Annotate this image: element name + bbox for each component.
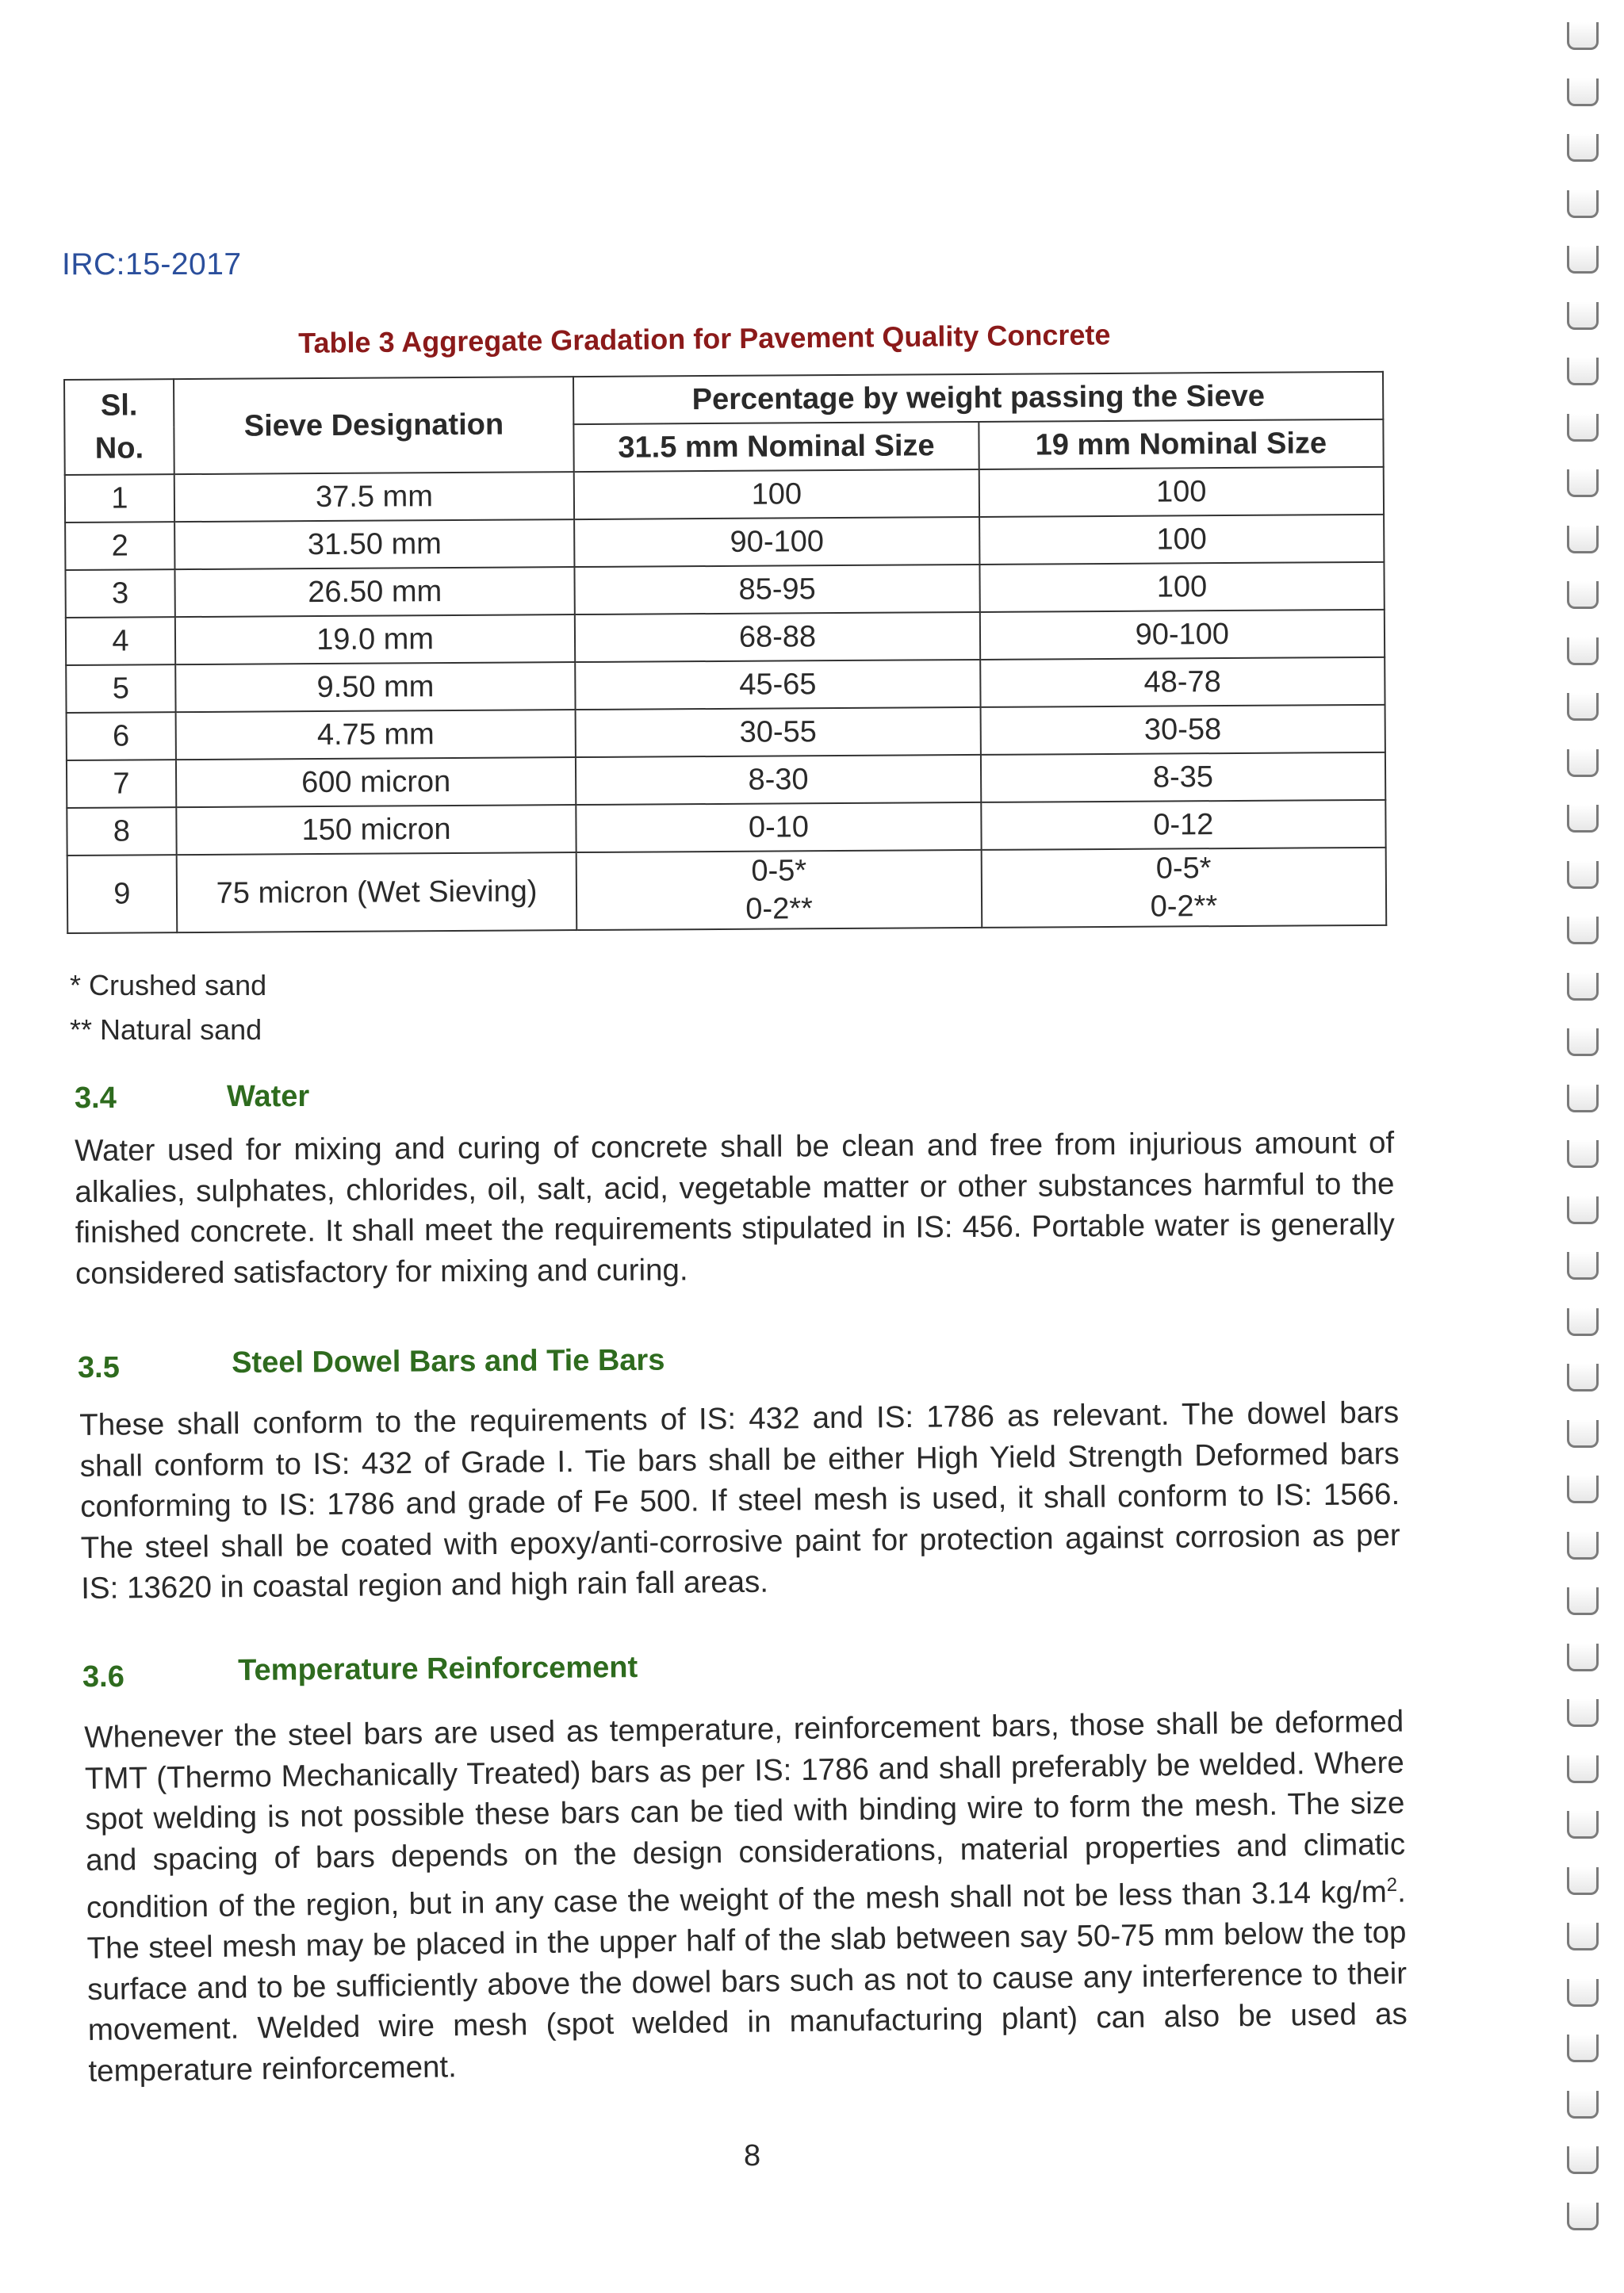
binding-ring bbox=[1567, 302, 1599, 330]
table-row bbox=[65, 467, 1384, 523]
table-row bbox=[66, 657, 1385, 713]
cell-31-5: 45-65 bbox=[576, 660, 981, 710]
cell-31-5: 90-100 bbox=[574, 517, 979, 567]
cell-sl: 1 bbox=[65, 474, 174, 523]
binding-ring bbox=[1567, 1140, 1599, 1168]
binding-ring bbox=[1567, 526, 1599, 553]
binding-ring bbox=[1567, 22, 1599, 50]
table-row bbox=[67, 705, 1385, 760]
section-body: Water used for mixing and curing of concrete shall be clean and free from injurious amount of alkalies, sulphates, chlorides, oil, salt, acid, vegetable matter or other substances harmful to the finished concrete. It shall meet the requirements stipulated in IS: 456. Portable water is generally considered satisfactory for mixing and curing. bbox=[75, 1125, 1395, 1291]
table-note-crushed: * Crushed sand bbox=[70, 969, 267, 1001]
cell-value-crushed: 0-5* bbox=[751, 854, 807, 888]
cell-19 bbox=[981, 848, 1386, 928]
binding-ring bbox=[1567, 1196, 1599, 1224]
cell-31-5 bbox=[576, 850, 982, 930]
binding-ring bbox=[1567, 1867, 1599, 1895]
cell-19: 30-58 bbox=[980, 705, 1385, 755]
table-row bbox=[67, 800, 1385, 856]
table-row bbox=[65, 515, 1384, 570]
section-body-part: . The steel mesh may be placed in the upper half of the slab between say 50-75 mm below the top surface and to be sufficiently above the dowel bars such as not to cause any interference to their movement. Welded wire mesh (spot welded in manufacturing plant) can also be used as temperature reinforcement. bbox=[86, 1874, 1408, 2088]
cell-31-5: 68-88 bbox=[575, 612, 980, 662]
binding-ring bbox=[1567, 1085, 1599, 1112]
binding-ring bbox=[1567, 1699, 1599, 1727]
binding-ring bbox=[1567, 637, 1599, 665]
cell-sieve: 37.5 mm bbox=[174, 472, 575, 522]
cell-value-natural: 0-2** bbox=[745, 892, 813, 926]
section-number: 3.4 bbox=[75, 1081, 117, 1115]
cell-sl: 7 bbox=[67, 760, 176, 808]
document-code: IRC:15-2017 bbox=[62, 247, 242, 281]
cell-31-5: 0-10 bbox=[576, 802, 982, 852]
header-19-mm: 19 mm Nominal Size bbox=[979, 419, 1384, 469]
binding-ring bbox=[1567, 861, 1599, 889]
cell-19: 8-35 bbox=[981, 752, 1386, 802]
cell-sieve: 31.50 mm bbox=[174, 519, 575, 569]
cell-sl: 6 bbox=[67, 712, 176, 760]
cell-19: 100 bbox=[979, 467, 1384, 517]
binding-ring bbox=[1567, 749, 1599, 777]
section-number: 3.6 bbox=[82, 1660, 124, 1694]
cell-sieve: 9.50 mm bbox=[175, 662, 576, 712]
gradation-table bbox=[63, 371, 1387, 934]
binding-ring bbox=[1567, 1811, 1599, 1839]
binding-ring bbox=[1567, 1755, 1599, 1783]
section-body-part: Whenever the steel bars are used as temperature, reinforcement bars, those shall be deformed TMT (Thermo Mechanically Treated) bars as per IS: 1786 and shall preferably be welded. Where spot welding is not possible these bars can be tied with binding wire to form the mesh. The size and spacing of bars depends on the design considerations, material properties and climatic condition of the region, but in any case the weight of the mesh shall not be less than 3.14 kg/m bbox=[84, 1704, 1406, 1925]
binding-ring bbox=[1567, 1308, 1599, 1336]
binding-ring bbox=[1567, 1252, 1599, 1280]
cell-sl: 8 bbox=[67, 807, 176, 856]
cell-sieve: 4.75 mm bbox=[175, 710, 576, 760]
section-title: Water bbox=[227, 1080, 310, 1113]
section-body bbox=[84, 1702, 1408, 2092]
gradation-table-wrapper bbox=[63, 371, 1387, 934]
binding-ring bbox=[1567, 414, 1599, 442]
header-percentage-passing: Percentage by weight passing the Sieve bbox=[573, 372, 1383, 424]
binding-ring bbox=[1567, 469, 1599, 497]
cell-sieve: 19.0 mm bbox=[175, 614, 576, 664]
cell-sieve: 600 micron bbox=[176, 757, 576, 807]
binding-ring bbox=[1567, 2035, 1599, 2062]
binding-ring bbox=[1567, 1028, 1599, 1056]
cell-31-5: 100 bbox=[574, 469, 979, 519]
binding-ring bbox=[1567, 1476, 1599, 1503]
cell-sl: 2 bbox=[65, 522, 174, 570]
binding-ring bbox=[1567, 358, 1599, 385]
binding-ring bbox=[1567, 693, 1599, 721]
cell-sieve: 75 micron (Wet Sieving) bbox=[177, 852, 577, 932]
binding-ring bbox=[1567, 805, 1599, 833]
table-note-natural: ** Natural sand bbox=[70, 1013, 262, 1046]
table-row bbox=[66, 610, 1385, 665]
binding-ring bbox=[1567, 581, 1599, 609]
cell-value-crushed: 0-5* bbox=[1155, 852, 1212, 886]
binding-ring bbox=[1567, 2203, 1599, 2230]
page-number: 8 bbox=[744, 2139, 761, 2172]
cell-sl: 9 bbox=[67, 855, 177, 933]
cell-31-5: 30-55 bbox=[576, 707, 981, 757]
binding-ring bbox=[1567, 1587, 1599, 1615]
table-caption: Table 3 Aggregate Gradation for Pavement Quality Concrete bbox=[298, 318, 1111, 359]
cell-sl: 3 bbox=[65, 569, 174, 618]
section-number: 3.5 bbox=[78, 1351, 120, 1384]
cell-31-5: 8-30 bbox=[576, 755, 981, 805]
binding-ring bbox=[1567, 1644, 1599, 1671]
cell-19: 48-78 bbox=[980, 657, 1385, 707]
table-row bbox=[65, 562, 1384, 618]
binding-ring bbox=[1567, 78, 1599, 106]
binding-ring bbox=[1567, 917, 1599, 944]
binding-ring bbox=[1567, 246, 1599, 274]
cell-sl: 4 bbox=[66, 617, 175, 665]
cell-sieve: 26.50 mm bbox=[174, 567, 575, 617]
binding-ring bbox=[1567, 190, 1599, 218]
binding-ring bbox=[1567, 973, 1599, 1001]
binding-ring bbox=[1567, 2091, 1599, 2119]
binding-ring bbox=[1567, 1532, 1599, 1560]
cell-value-natural: 0-2** bbox=[1150, 890, 1218, 924]
header-31-5-mm: 31.5 mm Nominal Size bbox=[574, 422, 979, 472]
cell-31-5: 85-95 bbox=[575, 565, 980, 614]
header-sl-no bbox=[64, 379, 174, 475]
superscript: 2 bbox=[1386, 1874, 1398, 1896]
cell-sieve: 150 micron bbox=[176, 805, 576, 855]
spiral-binding bbox=[1559, 16, 1607, 2283]
binding-ring bbox=[1567, 1364, 1599, 1391]
section-title: Steel Dowel Bars and Tie Bars bbox=[232, 1343, 665, 1380]
cell-19: 0-12 bbox=[981, 800, 1386, 850]
cell-19: 100 bbox=[979, 515, 1385, 565]
binding-ring bbox=[1567, 1979, 1599, 2007]
cell-19: 90-100 bbox=[979, 610, 1385, 660]
binding-ring bbox=[1567, 1923, 1599, 1950]
cell-sl: 5 bbox=[66, 664, 175, 713]
binding-ring bbox=[1567, 2146, 1599, 2174]
header-sl-line2: No. bbox=[94, 431, 144, 465]
binding-ring bbox=[1567, 1420, 1599, 1448]
table-header-row bbox=[64, 372, 1383, 427]
table-row bbox=[67, 752, 1385, 808]
table-row bbox=[67, 848, 1387, 933]
binding-ring bbox=[1567, 134, 1599, 162]
section-body: These shall conform to the requirements of IS: 432 and IS: 1786 as relevant. The dowel bars shall conform to IS: 432 of Grade I. Tie bars shall be either High Yield Strength Deformed bars conforming to IS: 1786 and grade of Fe 500. If steel mesh is used, it shall conform to IS: 1566. The steel shall be coated with epoxy/anti-corrosive paint for protection against corrosion as per IS: 13620 in coastal region and high rain fall areas. bbox=[79, 1395, 1400, 1606]
cell-19: 100 bbox=[979, 562, 1385, 612]
section-title: Temperature Reinforcement bbox=[238, 1651, 638, 1687]
header-sieve-designation: Sieve Designation bbox=[174, 377, 574, 474]
header-sl-line1: Sl. bbox=[100, 389, 138, 423]
